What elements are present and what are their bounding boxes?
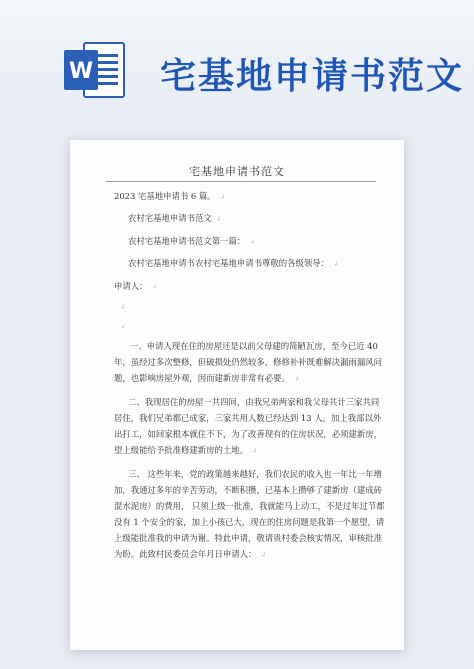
paragraph-mark-icon: ↲ <box>293 375 300 383</box>
paragraph-mark-icon: ↲ <box>120 303 126 311</box>
paragraph-2-line: 二、我现居住的房屋一共四间，由我兄弟两家和我父母共计三家共同 <box>128 397 380 407</box>
document-title: 宅基地申请书范文 <box>189 165 285 178</box>
paragraph-mark-icon: ↲ <box>215 215 222 223</box>
paragraph-mark-icon: ↲ <box>151 283 158 291</box>
svg-text:W: W <box>68 59 94 84</box>
paragraph-3-line: 三、 这些年来，党的政策越来越好，我们农民的收入也一年比一年增 <box>128 469 382 479</box>
banner-title: 宅基地申请书范文 <box>160 56 465 97</box>
paragraph-mark-icon: ↲ <box>219 193 226 201</box>
paragraph-3-line: 混水泥房）的费用， 只须上级一批准，我就能马上动工，不是过年过节都 <box>114 501 385 511</box>
title-divider <box>106 181 376 182</box>
paragraph-mark-icon: ↲ <box>252 447 258 455</box>
paragraph-1-line: 一、申请人现在住的房屋还是以前父母建的简陋瓦房，至今已近 40 <box>130 341 378 351</box>
paragraph-mark-icon: ↲ <box>333 260 339 268</box>
paragraph-2-line: 居住，我们兄弟都已成家，三家共用人数已经达到 13 人，加上我部以外 <box>114 413 382 423</box>
paragraph-mark-icon: ↲ <box>260 551 267 559</box>
document-line: 农村宅基地申请书范文 ↲ <box>128 213 222 223</box>
word-document-icon <box>62 40 128 100</box>
paragraph-3-line: 没有 1 个安全的家，加上小孩已大，现在的住房问题是我第一个愿望，请 <box>114 517 385 527</box>
paragraph-2-line: 望上级能给予批准修建新房的土地。 ↲ <box>114 445 258 455</box>
document-page <box>70 140 404 650</box>
banner <box>0 0 474 110</box>
paragraph-1-line: 题，也影响房屋外观，因而建新房非常有必要。 ↲ <box>114 373 300 383</box>
document-line: 2023 宅基地申请书 6 篇。 ↲ <box>114 191 226 201</box>
paragraph-mark-icon: ↲ <box>249 238 256 246</box>
document-line: 农村宅基地申请书范文第一篇： ↲ <box>128 236 256 246</box>
paragraph-3-line: 为盼。此致村民委员会年月日申请人： ↲ <box>114 549 267 559</box>
document-line: 农村宅基地申请书农村宅基地申请书尊敬的各级领导： ↲ <box>128 258 339 268</box>
paragraph-3-line: 加，我通过多年的辛苦劳动，不断积攒，已基本上攒够了建新房（建成砖 <box>114 485 382 495</box>
paragraph-3-line: 上级能批准我的申请为谢。特此申请，敬请贵村委会核实情况，审核批准 <box>114 533 382 543</box>
paragraph-mark-icon: ↲ <box>120 323 126 331</box>
paragraph-1-line: 年，虽经过多次整修，但破损处仍然较多，修修补补既难解决漏雨漏风问 <box>114 357 382 367</box>
paragraph-2-line: 出打工，如回家根本就住不下，为了改善现有的住房状况，必须建新房， <box>114 429 382 439</box>
document-line: 申请人： ↲ <box>114 281 158 291</box>
